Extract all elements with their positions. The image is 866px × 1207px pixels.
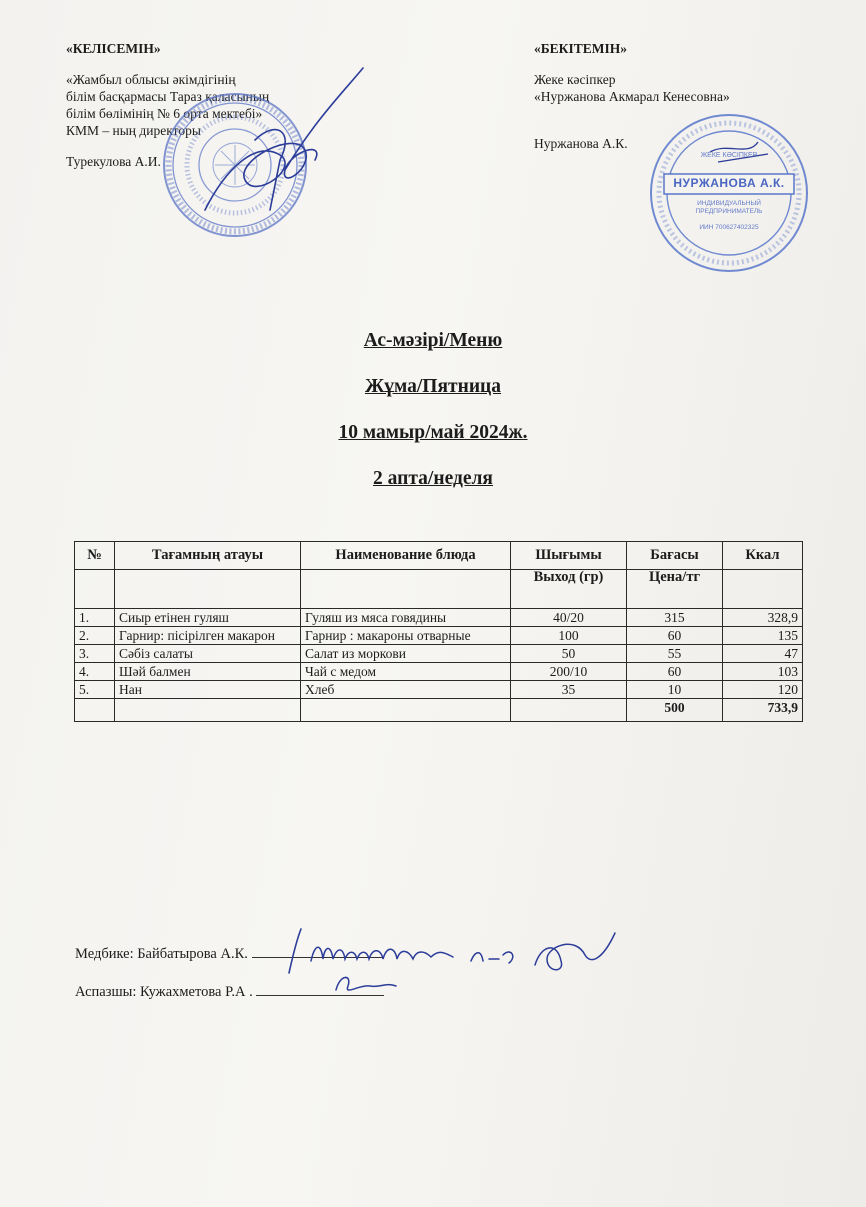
cell-number: 1. — [75, 609, 115, 627]
document-titles — [0, 330, 866, 514]
table-row — [75, 663, 803, 681]
cell-name-ru: Гуляш из мяса говядины — [301, 609, 511, 627]
approval-heading-left: «КЕЛІСЕМІН» — [66, 41, 161, 56]
cell-yield: 40/20 — [511, 609, 627, 627]
cell-name-ru: Салат из моркови — [301, 645, 511, 663]
header-price: Бағасы — [627, 542, 723, 570]
subheader-empty — [115, 570, 301, 609]
cell-name-kz: Шәй балмен — [115, 663, 301, 681]
subheader-price: Цена/тг — [627, 570, 723, 609]
cook-label: Аспазшы: Кужахметова Р.А . — [75, 984, 253, 1000]
cell-number: 4. — [75, 663, 115, 681]
cell-yield: 50 — [511, 645, 627, 663]
header-yield: Шығымы — [511, 542, 627, 570]
cook-handwritten-signature — [330, 968, 410, 998]
table-total-row — [75, 699, 803, 722]
approval-signer-left: Турекулова А.И. — [66, 154, 161, 169]
cell-total-kcal: 733,9 — [723, 699, 803, 722]
cell-yield: 200/10 — [511, 663, 627, 681]
cell-name-kz: Нан — [115, 681, 301, 699]
header-number: № — [75, 542, 115, 570]
table-subheader-row — [75, 570, 803, 609]
cell-name-kz: Сәбіз салаты — [115, 645, 301, 663]
table-row — [75, 681, 803, 699]
table-header-row — [75, 542, 803, 570]
cell-yield: 35 — [511, 681, 627, 699]
approval-signer-right: Нуржанова А.К. — [534, 136, 628, 151]
subheader-empty — [723, 570, 803, 609]
approval-line: «Жамбыл облысы әкімдігінің — [66, 72, 236, 87]
stamp-inner-top: ЖЕКЕ КӘСІПКЕР — [700, 152, 758, 159]
stamp-name: НУРЖАНОВА А.К. — [673, 176, 785, 190]
cell-name-ru: Чай с медом — [301, 663, 511, 681]
subheader-empty — [75, 570, 115, 609]
table-row — [75, 609, 803, 627]
cell-kcal: 103 — [723, 663, 803, 681]
cell-price: 55 — [627, 645, 723, 663]
title-week: 2 апта/неделя — [373, 468, 493, 489]
stamp-iin: ИИН 700627402325 — [699, 224, 759, 231]
cell-price: 10 — [627, 681, 723, 699]
title-date: 10 мамыр/май 2024ж. — [338, 422, 528, 443]
cell-price: 315 — [627, 609, 723, 627]
cell-empty — [301, 699, 511, 722]
approval-line: Жеке кәсіпкер — [534, 72, 616, 87]
cell-price: 60 — [627, 663, 723, 681]
director-signature — [185, 60, 375, 230]
title-menu: Ас-мәзірі/Меню — [363, 330, 503, 351]
cell-name-ru: Хлеб — [301, 681, 511, 699]
cell-kcal: 328,9 — [723, 609, 803, 627]
approval-line: білім бөлімінің № 6 орта мектебі» — [66, 106, 263, 121]
cell-kcal: 135 — [723, 627, 803, 645]
subheader-empty — [301, 570, 511, 609]
title-day: Жұма/Пятница — [364, 376, 502, 397]
cell-kcal: 47 — [723, 645, 803, 663]
cell-name-ru: Гарнир : макароны отварные — [301, 627, 511, 645]
entrepreneur-stamp-rings — [648, 112, 810, 274]
approval-line: «Нуржанова Акмарал Кенесовна» — [534, 89, 730, 104]
approval-line: КММ – ның директоры — [66, 123, 201, 138]
table-row — [75, 645, 803, 663]
cell-total-price: 500 — [627, 699, 723, 722]
header-name-kz: Тағамның атауы — [115, 542, 301, 570]
cell-empty — [511, 699, 627, 722]
menu-table — [74, 541, 803, 722]
cell-name-kz: Гарнир: пісірілген макарон — [115, 627, 301, 645]
cell-empty — [75, 699, 115, 722]
cell-price: 60 — [627, 627, 723, 645]
header-kcal: Ккал — [723, 542, 803, 570]
cell-number: 3. — [75, 645, 115, 663]
cell-yield: 100 — [511, 627, 627, 645]
table-row — [75, 627, 803, 645]
stamp-inner-bottom: ИНДИВИДУАЛЬНЫЙ ПРЕДПРИНИМАТЕЛЬ — [695, 200, 763, 215]
cell-name-kz: Сиыр етінен гуляш — [115, 609, 301, 627]
cell-empty — [115, 699, 301, 722]
nurse-label: Медбике: Байбатырова А.К. — [75, 946, 248, 962]
cell-number: 2. — [75, 627, 115, 645]
entrepreneur-stamp — [648, 112, 810, 274]
approval-line: білім басқармасы Тараз қаласының — [66, 89, 270, 104]
subheader-yield: Выход (гр) — [511, 570, 627, 609]
header-name-ru: Наименование блюда — [301, 542, 511, 570]
cell-number: 5. — [75, 681, 115, 699]
approval-heading-right: «БЕКІТЕМІН» — [534, 41, 627, 56]
cell-kcal: 120 — [723, 681, 803, 699]
